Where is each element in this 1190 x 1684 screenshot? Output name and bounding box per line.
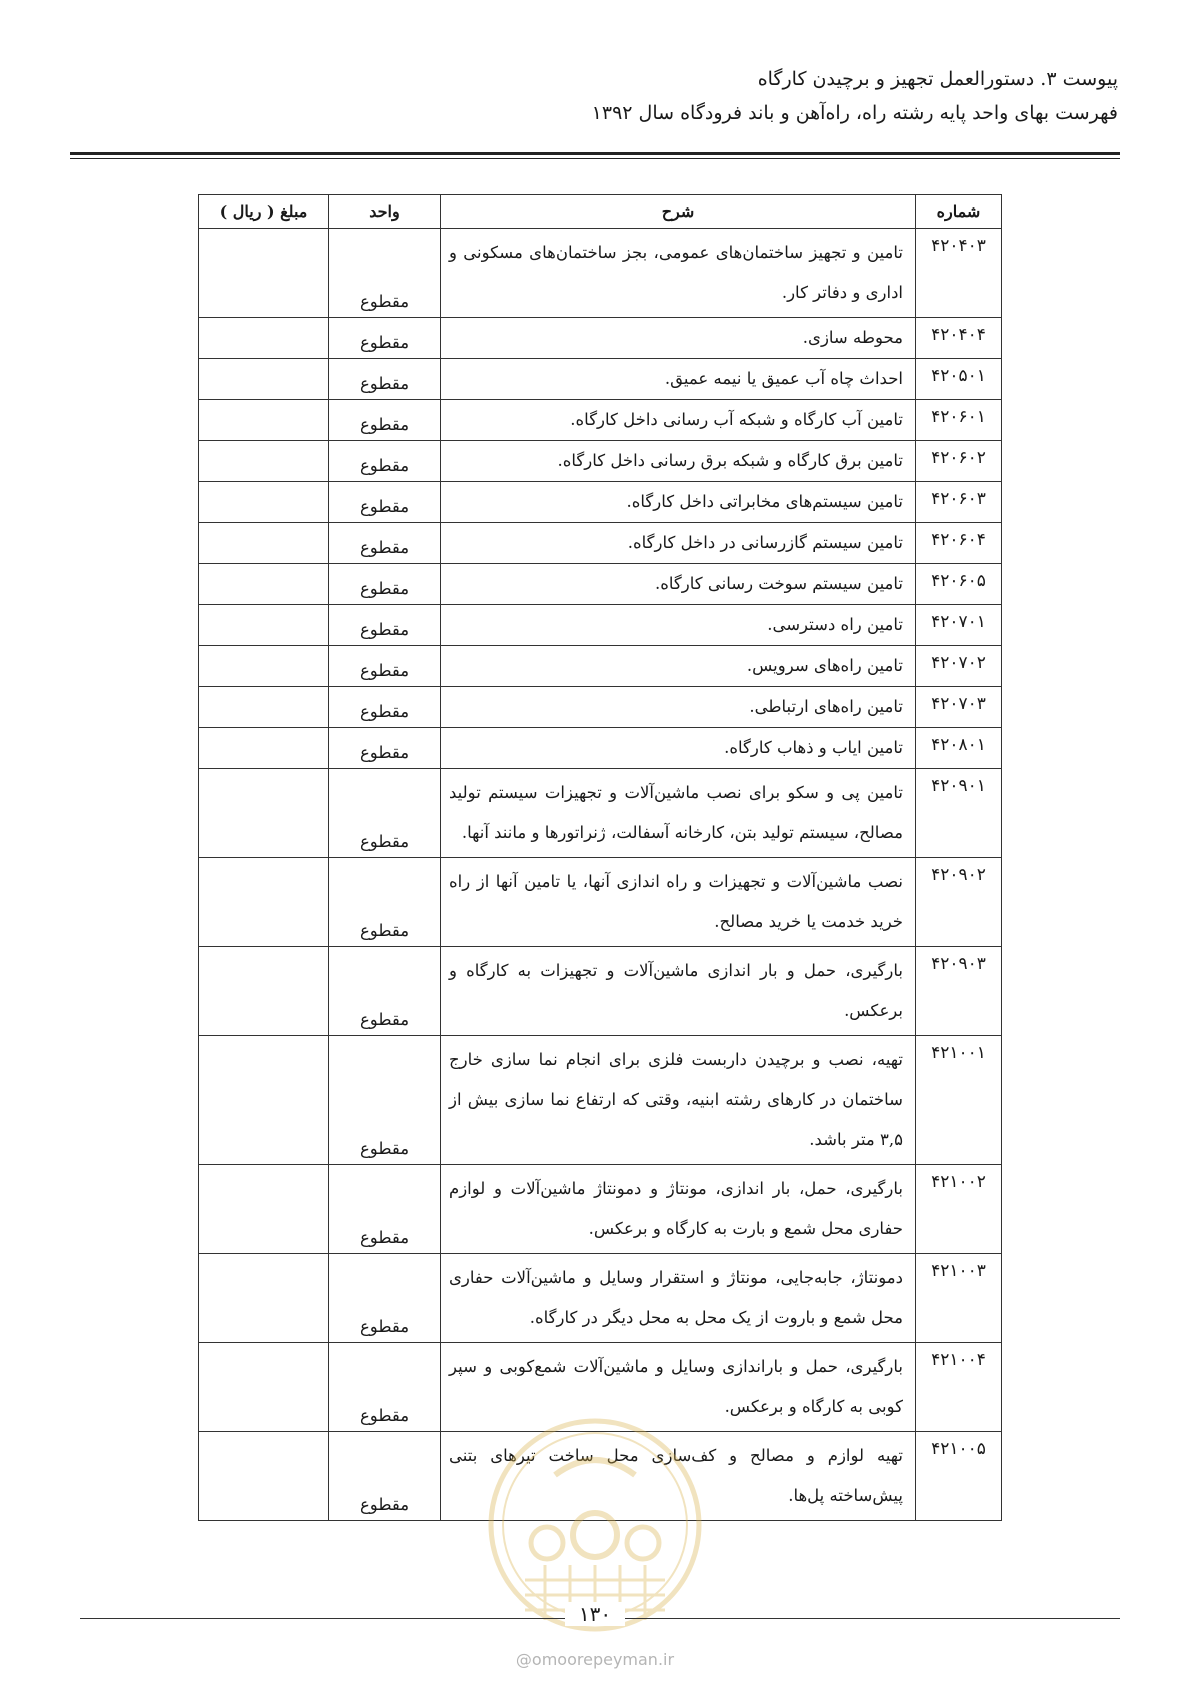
page-header: [592, 62, 1118, 130]
table-row: [199, 769, 1002, 858]
row-description: تامین راه‌های ارتباطی.: [441, 687, 916, 728]
row-unit: مقطوع: [329, 605, 441, 646]
page-number-text: ۱۳۰: [565, 1602, 625, 1626]
row-unit: مقطوع: [329, 728, 441, 769]
table-row: [199, 1165, 1002, 1254]
row-description: بارگیری، حمل و باراندازی وسایل و ماشین‌آلات شمع‌کوبی و سپر کوبی به کارگاه و برعکس.: [441, 1343, 916, 1432]
row-number: ۴۲۰۵۰۱: [916, 359, 1002, 400]
table-row: [199, 646, 1002, 687]
row-amount: [199, 646, 329, 687]
price-list-table-wrapper: [198, 194, 1001, 1521]
row-unit: مقطوع: [329, 687, 441, 728]
row-description: بارگیری، حمل و بار اندازی ماشین‌آلات و تجهیزات به کارگاه و برعکس.: [441, 947, 916, 1036]
row-description: تهیه، نصب و برچیدن داربست فلزی برای انجام نما سازی خارج ساختمان در کارهای رشته ابنیه، وقتی که ارتفاع نما سازی بیش از ۳,۵ متر باشد.: [441, 1036, 916, 1165]
header-line-1: پیوست ۳. دستورالعمل تجهیز و برچیدن کارگاه: [757, 68, 1118, 90]
row-unit: مقطوع: [329, 523, 441, 564]
row-description: تامین سیستم‌های مخابراتی داخل کارگاه.: [441, 482, 916, 523]
row-unit: مقطوع: [329, 441, 441, 482]
table-row: [199, 229, 1002, 318]
table-row: [199, 1254, 1002, 1343]
row-number: ۴۲۰۶۰۴: [916, 523, 1002, 564]
table-row: [199, 605, 1002, 646]
row-description: محوطه سازی.: [441, 318, 916, 359]
row-amount: [199, 1254, 329, 1343]
website-watermark: @omoorepeyman.ir: [515, 1650, 675, 1669]
row-description: دمونتاژ، جابه‌جایی، مونتاژ و استقرار وسایل و ماشین‌آلات حفاری محل شمع و باروت از یک محل به محل دیگر در کارگاه.: [441, 1254, 916, 1343]
column-header-unit: واحد: [329, 195, 441, 229]
row-number: ۴۲۰۹۰۳: [916, 947, 1002, 1036]
row-unit: مقطوع: [329, 1165, 441, 1254]
row-description: تامین آب کارگاه و شبکه آب رسانی داخل کارگاه.: [441, 400, 916, 441]
column-header-amount: مبلغ ( ریال ): [199, 195, 329, 229]
column-header-number: شماره: [916, 195, 1002, 229]
row-description: تامین راه‌های سرویس.: [441, 646, 916, 687]
row-unit: مقطوع: [329, 1036, 441, 1165]
row-amount: [199, 523, 329, 564]
row-number: ۴۲۱۰۰۱: [916, 1036, 1002, 1165]
header-line-2: فهرست بهای واحد پایه رشته راه، راه‌آهن و باند فرودگاه سال ۱۳۹۲: [591, 102, 1118, 124]
table-row: [199, 728, 1002, 769]
row-number: ۴۲۰۸۰۱: [916, 728, 1002, 769]
row-unit: مقطوع: [329, 482, 441, 523]
row-unit: مقطوع: [329, 359, 441, 400]
table-row: [199, 858, 1002, 947]
row-amount: [199, 728, 329, 769]
table-row: [199, 947, 1002, 1036]
row-unit: مقطوع: [329, 646, 441, 687]
row-unit: مقطوع: [329, 769, 441, 858]
header-rule-thick: [70, 152, 1120, 155]
table-row: [199, 523, 1002, 564]
row-unit: مقطوع: [329, 858, 441, 947]
row-description: نصب ماشین‌آلات و تجهیزات و راه اندازی آنها، یا تامین آنها از راه خرید خدمت یا خرید مصالح.: [441, 858, 916, 947]
row-description: تامین برق کارگاه و شبکه برق رسانی داخل کارگاه.: [441, 441, 916, 482]
row-amount: [199, 687, 329, 728]
row-amount: [199, 482, 329, 523]
row-number: ۴۲۰۶۰۳: [916, 482, 1002, 523]
row-number: ۴۲۱۰۰۳: [916, 1254, 1002, 1343]
row-number: ۴۲۱۰۰۲: [916, 1165, 1002, 1254]
row-number: ۴۲۰۶۰۱: [916, 400, 1002, 441]
row-amount: [199, 1343, 329, 1432]
price-list-table: [198, 194, 1002, 1521]
row-description: تامین پی و سکو برای نصب ماشین‌آلات و تجهیزات سیستم تولید مصالح، سیستم تولید بتن، کارخانه آسفالت، ژنراتورها و مانند آنها.: [441, 769, 916, 858]
table-header-row: [199, 195, 1002, 229]
row-amount: [199, 1036, 329, 1165]
row-number: ۴۲۰۹۰۱: [916, 769, 1002, 858]
table-row: [199, 564, 1002, 605]
table-body: [199, 229, 1002, 1521]
row-unit: مقطوع: [329, 1343, 441, 1432]
row-description: تامین و تجهیز ساختمان‌های عمومی، بجز ساختمان‌های مسکونی و اداری و دفاتر کار.: [441, 229, 916, 318]
header-rule-thin: [70, 158, 1120, 159]
row-number: ۴۲۰۴۰۳: [916, 229, 1002, 318]
row-amount: [199, 947, 329, 1036]
row-amount: [199, 1432, 329, 1521]
row-description: احداث چاه آب عمیق یا نیمه عمیق.: [441, 359, 916, 400]
row-unit: مقطوع: [329, 947, 441, 1036]
row-number: ۴۲۰۷۰۱: [916, 605, 1002, 646]
row-unit: مقطوع: [329, 400, 441, 441]
row-amount: [199, 441, 329, 482]
table-row: [199, 1036, 1002, 1165]
table-row: [199, 482, 1002, 523]
row-number: ۴۲۰۴۰۴: [916, 318, 1002, 359]
row-amount: [199, 858, 329, 947]
table-row: [199, 359, 1002, 400]
row-amount: [199, 400, 329, 441]
row-number: ۴۲۱۰۰۵: [916, 1432, 1002, 1521]
row-description: تامین راه دسترسی.: [441, 605, 916, 646]
row-amount: [199, 769, 329, 858]
row-amount: [199, 318, 329, 359]
row-number: ۴۲۰۹۰۲: [916, 858, 1002, 947]
row-description: بارگیری، حمل، بار اندازی، مونتاژ و دمونتاژ ماشین‌آلات و لوازم حفاری محل شمع و بارت به کارگاه و برعکس.: [441, 1165, 916, 1254]
row-amount: [199, 605, 329, 646]
row-unit: مقطوع: [329, 1432, 441, 1521]
row-description: تهیه لوازم و مصالح و کف‌سازی محل ساخت تیرهای بتنی پیش‌ساخته پل‌ها.: [441, 1432, 916, 1521]
row-description: تامین ایاب و ذهاب کارگاه.: [441, 728, 916, 769]
row-number: ۴۲۰۶۰۲: [916, 441, 1002, 482]
column-header-description: شرح: [441, 195, 916, 229]
row-amount: [199, 564, 329, 605]
row-number: ۴۲۰۷۰۳: [916, 687, 1002, 728]
row-amount: [199, 1165, 329, 1254]
page-number: [0, 1602, 1190, 1626]
row-description: تامین سیستم گازرسانی در داخل کارگاه.: [441, 523, 916, 564]
table-row: [199, 400, 1002, 441]
table-row: [199, 687, 1002, 728]
row-description: تامین سیستم سوخت رسانی کارگاه.: [441, 564, 916, 605]
row-number: ۴۲۰۶۰۵: [916, 564, 1002, 605]
row-amount: [199, 359, 329, 400]
table-row: [199, 318, 1002, 359]
row-unit: مقطوع: [329, 564, 441, 605]
row-amount: [199, 229, 329, 318]
row-unit: مقطوع: [329, 318, 441, 359]
row-number: ۴۲۱۰۰۴: [916, 1343, 1002, 1432]
row-unit: مقطوع: [329, 1254, 441, 1343]
row-number: ۴۲۰۷۰۲: [916, 646, 1002, 687]
table-row: [199, 441, 1002, 482]
row-unit: مقطوع: [329, 229, 441, 318]
